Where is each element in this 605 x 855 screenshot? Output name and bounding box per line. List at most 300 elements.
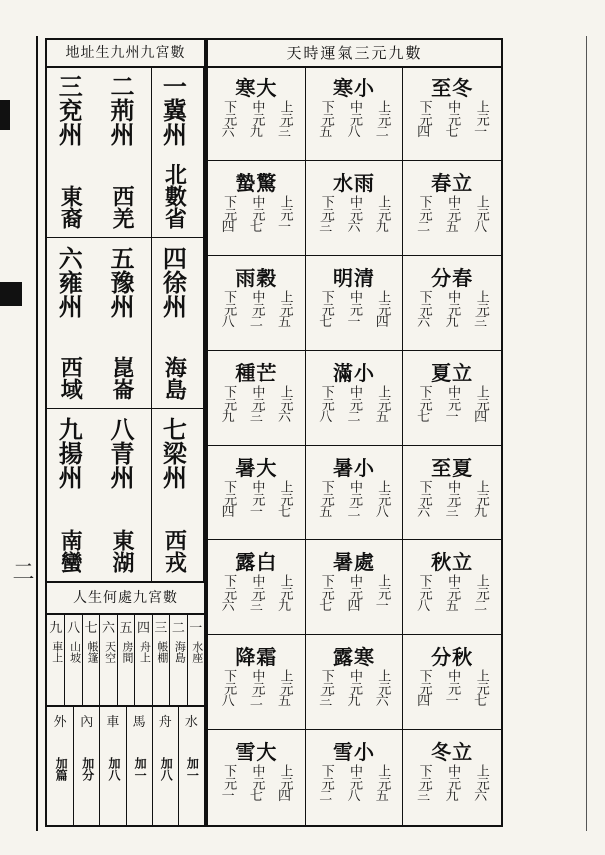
yuan-column [221, 290, 235, 330]
province-cell [152, 66, 204, 238]
modifier-add: 加分 [80, 757, 95, 781]
yuan-number: 一 [347, 314, 361, 330]
yuan-columns [312, 669, 397, 709]
yuan-column [347, 385, 361, 425]
yuan-number: 六 [347, 219, 361, 235]
yuan-number: 五 [445, 219, 459, 235]
yuan-label: 下元 [318, 764, 334, 791]
yuan-number: 四 [417, 694, 431, 710]
yuan-number: 四 [278, 789, 292, 805]
yuan-columns [409, 195, 495, 235]
solar-term-title: 明清 [332, 265, 375, 290]
modifier-add: 加八 [106, 757, 121, 781]
yuan-column [474, 290, 488, 330]
yuan-label: 下元 [221, 194, 237, 221]
yuan-label: 下元 [416, 479, 432, 506]
yuan-columns [409, 764, 495, 804]
yuan-label: 中元 [346, 479, 362, 506]
yuan-label: 下元 [221, 764, 237, 791]
yuan-columns [312, 385, 397, 425]
yuan-number: 六 [375, 694, 389, 710]
yuan-label: 上元 [473, 669, 489, 696]
yuan-number: 五 [319, 504, 333, 520]
yuan-label: 下元 [416, 669, 432, 696]
yuan-number: 八 [319, 409, 333, 425]
yuan-column [445, 385, 459, 425]
birthplace-item: 海島 [173, 641, 187, 663]
yuan-column [445, 574, 459, 614]
yuan-label: 中元 [346, 669, 362, 696]
yuan-number: 三 [417, 789, 431, 805]
yuan-column [278, 574, 292, 614]
yuan-number: 一 [375, 599, 389, 615]
solar-term-cell [403, 66, 501, 161]
yuan-number: 六 [221, 125, 235, 140]
yuan-number: 四 [347, 599, 361, 615]
yuan-number: 七 [319, 314, 333, 330]
yuan-column [375, 480, 389, 520]
yuan-number: 九 [278, 599, 292, 615]
yuan-label: 中元 [346, 764, 362, 791]
yuan-number: 六 [417, 314, 431, 330]
yuan-label: 下元 [416, 289, 432, 316]
birthplace-cell [99, 613, 116, 705]
yuan-label: 中元 [346, 574, 362, 601]
yuan-column [221, 764, 235, 804]
yuan-label: 下元 [318, 100, 334, 126]
yuan-number: 二 [375, 125, 389, 140]
birthplace-item: 天空 [103, 641, 117, 663]
yuan-column [445, 195, 459, 235]
yuan-column [474, 100, 488, 140]
yuan-number: 五 [375, 409, 389, 425]
yuan-label: 上元 [375, 479, 391, 506]
modifier-name: 舟 [158, 715, 172, 730]
yuan-columns [214, 669, 299, 709]
yuan-label: 下元 [318, 384, 334, 411]
yuan-number: 七 [319, 599, 333, 615]
nine-provinces-header: 地址生九州九宮數 [47, 40, 204, 68]
yuan-column [417, 764, 431, 804]
yuan-label: 上元 [473, 479, 489, 506]
birthplace-number: 八 [67, 621, 81, 636]
birthplace-number: 五 [119, 621, 133, 636]
yuan-label: 上元 [375, 289, 391, 316]
yuan-column [474, 764, 488, 804]
yuan-column [319, 574, 333, 614]
yuan-number: 一 [474, 125, 488, 140]
yuan-column [417, 385, 431, 425]
yuan-column [249, 385, 263, 425]
modifier-cell [178, 705, 204, 825]
birthplace-cell [152, 613, 169, 705]
solar-term-cell [208, 446, 306, 541]
yuan-number: 四 [221, 504, 235, 520]
birthplace-cell [47, 613, 64, 705]
birthplace-cell [82, 613, 99, 705]
yuan-column [278, 195, 292, 235]
province-region: 南蠻 [57, 529, 84, 573]
province-cell [47, 409, 99, 581]
yuan-column [474, 574, 488, 614]
province-region: 東湖 [109, 529, 136, 573]
solar-term-cell [208, 351, 306, 446]
province-cell [47, 66, 99, 238]
yuan-column [278, 764, 292, 804]
yuan-column [347, 669, 361, 709]
yuan-column [278, 385, 292, 425]
yuan-column [347, 100, 361, 140]
solar-term-cell [306, 161, 404, 256]
solar-term-title: 夏立 [431, 360, 474, 385]
birthplace-item: 水座 [190, 641, 204, 663]
yuan-label: 中元 [249, 100, 265, 126]
yuan-columns [312, 100, 397, 140]
solar-terms-header: 天時運氣三元九數 [208, 40, 501, 68]
yuan-column [249, 480, 263, 520]
modifier-add: 加一 [133, 757, 148, 781]
nine-provinces-grid [47, 66, 204, 581]
yuan-columns [312, 290, 397, 330]
solar-term-title: 露白 [235, 550, 278, 575]
yuan-column [221, 385, 235, 425]
yuan-number: 一 [278, 219, 292, 235]
yuan-number: 四 [375, 314, 389, 330]
yuan-columns [214, 195, 299, 235]
solar-term-cell [306, 66, 404, 161]
province-name: 一冀州 [158, 74, 188, 146]
yuan-column [445, 480, 459, 520]
yuan-number: 八 [347, 125, 361, 140]
yuan-column [445, 764, 459, 804]
province-region: 北數省 [161, 162, 188, 229]
yuan-number: 二 [249, 314, 263, 330]
yuan-label: 下元 [416, 100, 432, 126]
solar-term-title: 雪大 [235, 740, 278, 765]
yuan-label: 上元 [277, 574, 293, 601]
yuan-column [249, 669, 263, 709]
yuan-number: 四 [417, 125, 431, 140]
yuan-number: 九 [445, 314, 459, 330]
solar-terms-table [206, 38, 503, 827]
yuan-label: 下元 [221, 384, 237, 411]
yuan-label: 上元 [277, 764, 293, 791]
solar-term-title: 暑處 [332, 550, 375, 575]
yuan-column [221, 480, 235, 520]
yuan-columns [409, 669, 495, 709]
yuan-number: 七 [249, 789, 263, 805]
yuan-column [249, 764, 263, 804]
solar-term-cell [306, 730, 404, 825]
province-name: 三兗州 [54, 74, 84, 146]
yuan-columns [214, 764, 299, 804]
yuan-label: 上元 [375, 100, 391, 126]
left-rule [36, 36, 38, 831]
yuan-label: 中元 [445, 764, 461, 791]
yuan-column [375, 385, 389, 425]
solar-term-title: 暑大 [235, 455, 278, 480]
yuan-column [278, 480, 292, 520]
yuan-number: 八 [221, 694, 235, 710]
yuan-label: 中元 [249, 574, 265, 601]
yuan-column [417, 100, 431, 140]
birthplace-number: 二 [171, 621, 185, 636]
yuan-label: 中元 [249, 194, 265, 221]
yuan-label: 中元 [445, 574, 461, 601]
birthplace-number: 一 [189, 621, 203, 636]
yuan-columns [409, 385, 495, 425]
yuan-column [319, 290, 333, 330]
yuan-column [474, 385, 488, 425]
province-region: 東裔 [57, 184, 84, 229]
yuan-column [319, 195, 333, 235]
province-cell [47, 238, 99, 410]
yuan-number: 六 [278, 409, 292, 425]
yuan-column [474, 480, 488, 520]
yuan-label: 中元 [346, 100, 362, 126]
yuan-number: 五 [278, 314, 292, 330]
yuan-label: 中元 [445, 479, 461, 506]
province-name: 六雍州 [54, 245, 84, 318]
yuan-number: 二 [249, 694, 263, 710]
yuan-label: 上元 [277, 100, 293, 126]
yuan-label: 下元 [318, 289, 334, 316]
province-name: 五豫州 [106, 245, 136, 318]
yuan-label: 中元 [249, 384, 265, 411]
yuan-column [278, 669, 292, 709]
solar-term-title: 至夏 [431, 455, 474, 480]
solar-term-cell [403, 635, 501, 730]
province-region: 崑崙 [109, 356, 136, 401]
yuan-column [278, 100, 292, 140]
birthplace-cell [117, 613, 134, 705]
yuan-number: 二 [347, 504, 361, 520]
yuan-number: 六 [474, 789, 488, 805]
modifier-add: 加一 [185, 757, 200, 781]
solar-term-title: 至冬 [431, 76, 474, 100]
yuan-number: 八 [347, 789, 361, 805]
yuan-label: 上元 [375, 194, 391, 221]
yuan-label: 上元 [277, 194, 293, 221]
birthplace-number: 七 [84, 621, 98, 636]
yuan-number: 二 [347, 409, 361, 425]
yuan-label: 上元 [473, 764, 489, 791]
yuan-columns [312, 480, 397, 520]
modifier-cell [152, 705, 178, 825]
yuan-column [347, 195, 361, 235]
solar-term-title: 寒小 [332, 76, 375, 100]
modifier-name: 內 [80, 715, 94, 730]
solar-term-title: 暑小 [332, 455, 375, 480]
province-cell [99, 238, 151, 410]
yuan-number: 四 [221, 219, 235, 235]
yuan-columns [214, 480, 299, 520]
solar-term-cell [306, 635, 404, 730]
yuan-column [375, 764, 389, 804]
solar-term-title: 雨穀 [235, 265, 278, 290]
yuan-label: 中元 [249, 289, 265, 316]
yuan-column [319, 480, 333, 520]
province-name: 二荊州 [106, 74, 136, 146]
yuan-column [445, 100, 459, 140]
yuan-number: 一 [445, 409, 459, 425]
province-name: 八青州 [106, 417, 136, 490]
solar-term-title: 雪小 [332, 740, 375, 765]
yuan-number: 五 [375, 789, 389, 805]
yuan-column [221, 195, 235, 235]
solar-term-title: 寒大 [235, 76, 278, 100]
solar-term-cell [208, 540, 306, 635]
yuan-label: 下元 [221, 669, 237, 696]
yuan-column [319, 669, 333, 709]
yuan-label: 上元 [375, 764, 391, 791]
yuan-number: 三 [319, 694, 333, 710]
yuan-label: 上元 [375, 669, 391, 696]
solar-term-cell [306, 446, 404, 541]
yuan-label: 上元 [375, 384, 391, 411]
yuan-number: 九 [249, 125, 263, 140]
solar-term-title: 秋立 [431, 550, 474, 575]
birthplace-number: 四 [136, 621, 150, 636]
yuan-number: 九 [221, 409, 235, 425]
yuan-label: 下元 [318, 194, 334, 221]
modifier-cell [73, 705, 99, 825]
yuan-column [249, 195, 263, 235]
solar-terms-grid [208, 66, 501, 825]
province-name: 四徐州 [158, 245, 188, 318]
yuan-number: 七 [249, 219, 263, 235]
nine-provinces-table [45, 38, 206, 583]
yuan-number: 六 [417, 504, 431, 520]
solar-term-cell [403, 161, 501, 256]
yuan-number: 三 [445, 504, 459, 520]
modifier-name: 外 [53, 715, 67, 730]
yuan-label: 下元 [318, 574, 334, 601]
modifier-add: 加八 [159, 757, 174, 781]
yuan-label: 下元 [221, 479, 237, 506]
yuan-label: 下元 [318, 479, 334, 506]
solar-term-title: 蟄驚 [235, 170, 278, 195]
yuan-number: 五 [319, 125, 333, 140]
yuan-column [417, 290, 431, 330]
yuan-column [445, 290, 459, 330]
yuan-number: 七 [278, 504, 292, 520]
solar-term-cell [208, 161, 306, 256]
solar-term-cell [306, 351, 404, 446]
yuan-column [445, 669, 459, 709]
yuan-label: 中元 [249, 764, 265, 791]
solar-term-title: 種芒 [235, 360, 278, 385]
yuan-label: 上元 [277, 384, 293, 411]
birthplace-number: 六 [102, 621, 116, 636]
solar-term-cell [208, 66, 306, 161]
birthplace-cell [187, 613, 204, 705]
solar-term-title: 春立 [431, 170, 474, 195]
yuan-number: 二 [417, 219, 431, 235]
yuan-column [249, 100, 263, 140]
yuan-number: 五 [445, 599, 459, 615]
province-cell [99, 66, 151, 238]
modifier-name: 車 [106, 715, 120, 730]
yuan-number: 六 [221, 599, 235, 615]
yuan-column [319, 385, 333, 425]
province-region: 西戎 [161, 529, 188, 573]
yuan-columns [409, 100, 495, 140]
yuan-number: 八 [375, 504, 389, 520]
solar-term-title: 分春 [431, 265, 474, 290]
province-region: 西羌 [109, 184, 136, 229]
yuan-columns [214, 574, 299, 614]
yuan-column [221, 669, 235, 709]
solar-term-cell [403, 351, 501, 446]
binding-mark-top [0, 100, 10, 130]
solar-term-cell [306, 256, 404, 351]
yuan-number: 五 [278, 694, 292, 710]
yuan-column [347, 764, 361, 804]
solar-term-cell [403, 730, 501, 825]
solar-term-cell [403, 256, 501, 351]
modifier-cell [47, 705, 73, 825]
yuan-label: 下元 [416, 764, 432, 791]
yuan-columns [214, 290, 299, 330]
yuan-label: 上元 [473, 574, 489, 601]
yuan-number: 三 [278, 125, 292, 140]
yuan-column [319, 764, 333, 804]
yuan-column [375, 195, 389, 235]
solar-term-cell [403, 446, 501, 541]
yuan-columns [312, 764, 397, 804]
birthplace-table [45, 583, 206, 827]
solar-term-cell [208, 635, 306, 730]
yuan-column [347, 480, 361, 520]
yuan-column [375, 669, 389, 709]
yuan-column [278, 290, 292, 330]
birthplace-cell [64, 613, 81, 705]
yuan-number: 八 [417, 599, 431, 615]
province-cell [152, 238, 204, 410]
modifier-add: 加篇 [54, 757, 69, 781]
birthplace-nine-row [47, 613, 204, 707]
yuan-column [417, 574, 431, 614]
margin-label: 二 [9, 560, 34, 592]
yuan-label: 上元 [473, 289, 489, 316]
birthplace-number: 九 [49, 621, 63, 636]
yuan-number: 七 [445, 125, 459, 140]
yuan-number: 九 [375, 219, 389, 235]
birthplace-item: 山坡 [68, 641, 82, 663]
yuan-column [375, 574, 389, 614]
binding-mark [0, 282, 22, 306]
yuan-columns [214, 100, 299, 140]
yuan-number: 二 [474, 599, 488, 615]
solar-term-title: 露寒 [332, 645, 375, 670]
yuan-number: 三 [319, 219, 333, 235]
yuan-column [474, 195, 488, 235]
province-region: 西域 [57, 356, 84, 401]
yuan-column [221, 574, 235, 614]
yuan-number: 一 [221, 789, 235, 805]
birthplace-item: 車上 [50, 641, 64, 663]
yuan-label: 上元 [277, 479, 293, 506]
yuan-label: 中元 [346, 194, 362, 221]
yuan-label: 下元 [416, 384, 432, 411]
yuan-label: 上元 [473, 194, 489, 221]
province-name: 七梁州 [158, 417, 188, 490]
yuan-column [347, 290, 361, 330]
yuan-label: 中元 [249, 669, 265, 696]
yuan-number: 四 [474, 409, 488, 425]
yuan-column [417, 195, 431, 235]
